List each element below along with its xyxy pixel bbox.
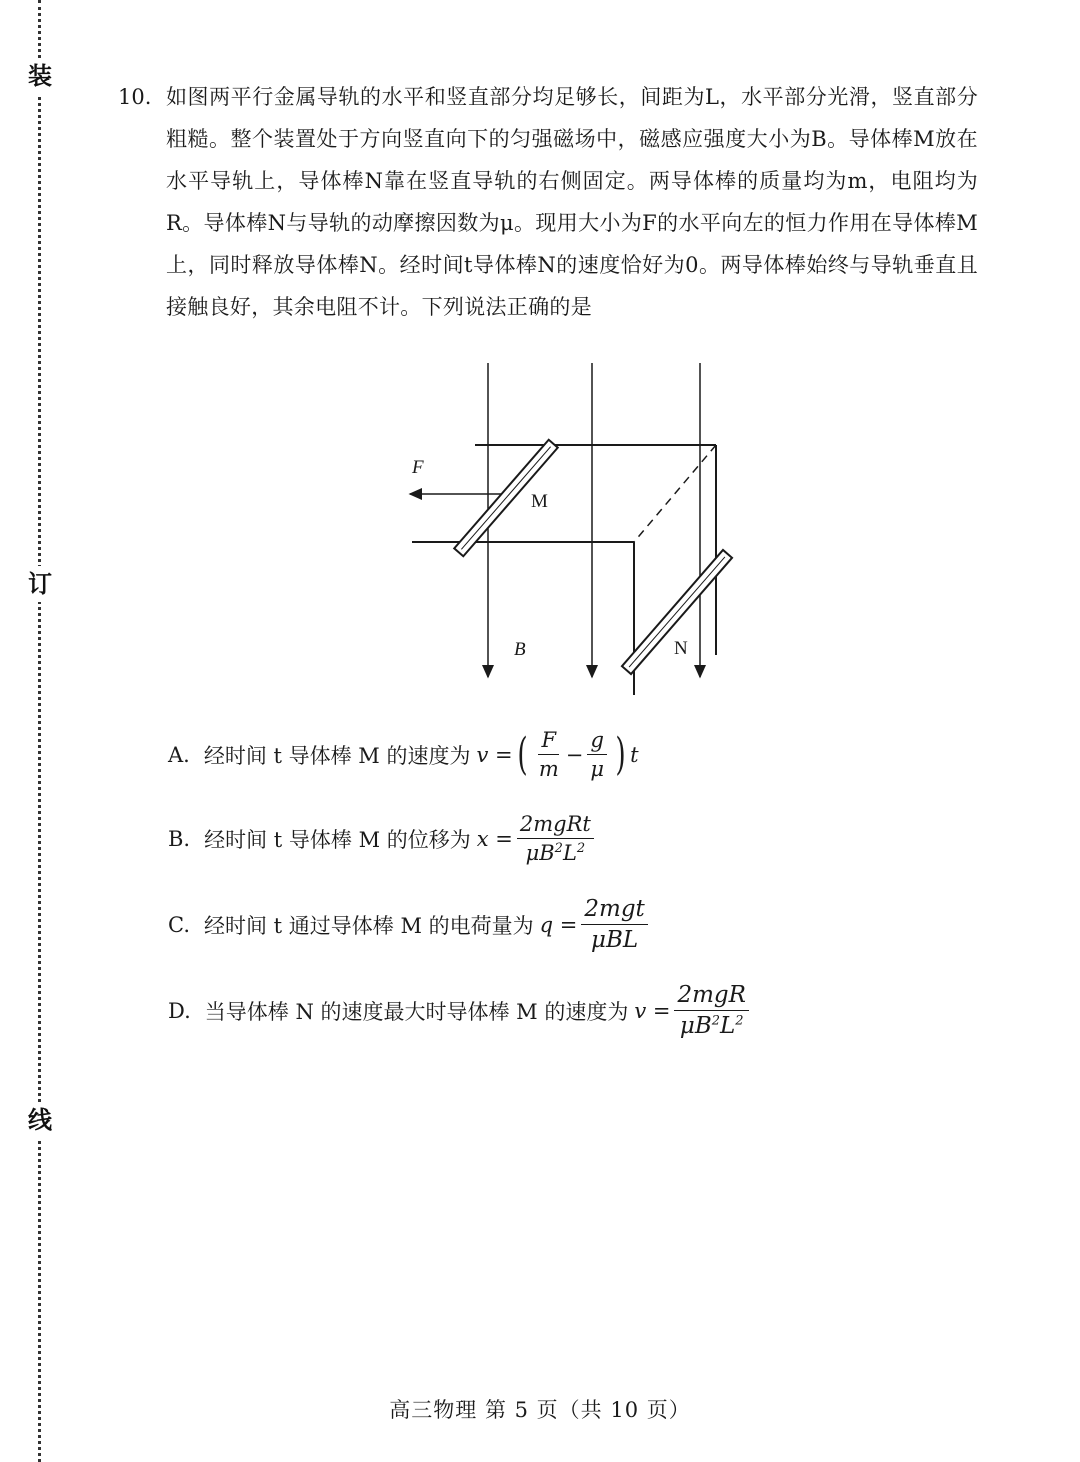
label-b: B xyxy=(514,639,526,660)
question-number: 10. xyxy=(118,85,152,109)
binding-char-zhuang: 装 xyxy=(24,58,56,94)
option-b-fraction: $\frac{\text{2mgRt}}{\mu B^2L^2}$ xyxy=(517,812,594,865)
option-d-text: 当导体棒 N 的速度最大时导体棒 M 的速度为 xyxy=(204,999,629,1024)
binding-char-xian: 线 xyxy=(24,1102,56,1138)
fraction-f-over-m: $\frac{F}{m}$ xyxy=(538,728,559,781)
option-d-lhs: v = xyxy=(634,998,671,1023)
left-paren: ( xyxy=(517,728,528,780)
option-a-lhs: v = xyxy=(476,742,513,767)
question-text: 如图两平行金属导轨的水平和竖直部分均足够长，间距为L，水平部分光滑，竖直部分粗糙。整个装置处于方向竖直向下的匀强磁场中，磁感应强度大小为B。导体棒M放在水平导轨上，导体棒N靠在竖直导轨的右侧固定。两导体棒的质量均为m，电阻均为R。导体棒N与导轨的动摩擦因数为μ。现用大小为F的水平向左的恒力作用在导体棒M上，同时释放导体棒N。经时间t导体棒N的速度恰好为0。两导体棒始终与导轨垂直且接触良好，其余电阻不计。下列说法正确的是 xyxy=(166,85,978,319)
right-paren: ) xyxy=(615,728,626,780)
option-c-lhs: q = xyxy=(539,912,578,937)
label-f: F xyxy=(412,457,424,478)
binding-char-ding: 订 xyxy=(24,566,56,602)
label-m: M xyxy=(531,491,548,512)
option-b-lhs: x = xyxy=(476,826,513,851)
option-d-label: D. xyxy=(168,998,191,1023)
option-b-text: 经时间 t 导体棒 M 的位移为 xyxy=(204,827,471,852)
label-n: N xyxy=(674,638,688,659)
option-a[interactable] xyxy=(168,728,639,781)
page-footer: 高三物理 第 5 页（共 10 页） xyxy=(389,1398,691,1422)
option-c[interactable] xyxy=(168,896,652,953)
binding-dotted-line xyxy=(38,0,41,1462)
option-d[interactable] xyxy=(168,982,753,1039)
option-a-label: A. xyxy=(168,742,190,767)
rail-diagram xyxy=(400,355,750,700)
option-a-tail: t xyxy=(630,742,639,767)
option-b-label: B. xyxy=(168,826,191,851)
option-d-fraction: $\frac{\text{2mgR}}{\mu B^2L^2}$ xyxy=(674,982,748,1039)
option-c-label: C. xyxy=(168,912,190,937)
minus-sign: − xyxy=(565,742,584,767)
dashed-corner-line xyxy=(634,445,716,542)
option-c-text: 经时间 t 通过导体棒 M 的电荷量为 xyxy=(204,913,534,938)
option-b[interactable] xyxy=(168,812,598,865)
option-a-text: 经时间 t 导体棒 M 的速度为 xyxy=(203,743,471,768)
option-c-fraction: $\frac{\text{2mgt}}{\text{μBL}}$ xyxy=(581,896,647,953)
fraction-g-over-mu: $\frac{g}{\mu}$ xyxy=(587,728,607,781)
